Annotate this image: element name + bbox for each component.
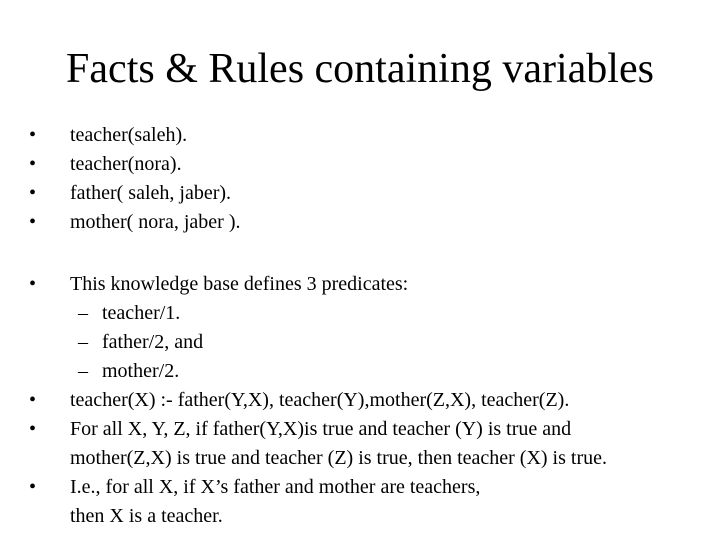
bullet-icon: • [29,211,37,233]
reading-line-2: mother(Z,X) is true and teacher (Z) is true, then teacher (X) is true. [70,447,607,469]
predicate-item [70,357,607,386]
summary-line-2: then X is a teacher. [70,505,223,527]
fact-text: father( saleh, jaber). [70,182,232,204]
predicate-text: mother/2. [102,360,180,382]
facts-list [0,121,240,237]
rule-item [0,386,607,415]
dash-icon: – [78,302,88,324]
predicate-item [70,299,607,328]
reading-line-1: For all X, Y, Z, if father(Y,X)is true and teacher (Y) is true and [70,418,572,440]
predicate-item [70,328,607,357]
fact-text: mother( nora, jaber ). [70,211,241,233]
dash-icon: – [78,331,88,353]
fact-item [0,150,240,179]
rule-text: teacher(X) :- father(Y,X), teacher(Y),mother(Z,X), teacher(Z). [70,389,570,411]
fact-item [0,179,240,208]
bullet-icon: • [29,273,37,295]
reading-item [0,415,607,473]
fact-text: teacher(saleh). [70,124,188,146]
predicate-text: father/2, and [102,331,204,353]
fact-item [0,208,240,237]
bullet-icon: • [29,153,37,175]
fact-text: teacher(nora). [70,153,182,175]
dash-icon: – [78,360,88,382]
notes-list [0,270,607,531]
summary-line-1: I.e., for all X, if X’s father and mother are teachers, [70,476,481,498]
predicate-list [70,299,607,386]
slide-title: Facts & Rules containing variables [66,46,654,92]
intro-text: This knowledge base defines 3 predicates: [70,273,409,295]
bullet-icon: • [29,182,37,204]
bullet-icon: • [29,476,37,498]
fact-item [0,121,240,150]
intro-item [0,270,607,386]
bullet-icon: • [29,389,37,411]
summary-item [0,473,607,531]
bullet-icon: • [29,124,37,146]
predicate-text: teacher/1. [102,302,181,324]
bullet-icon: • [29,418,37,440]
